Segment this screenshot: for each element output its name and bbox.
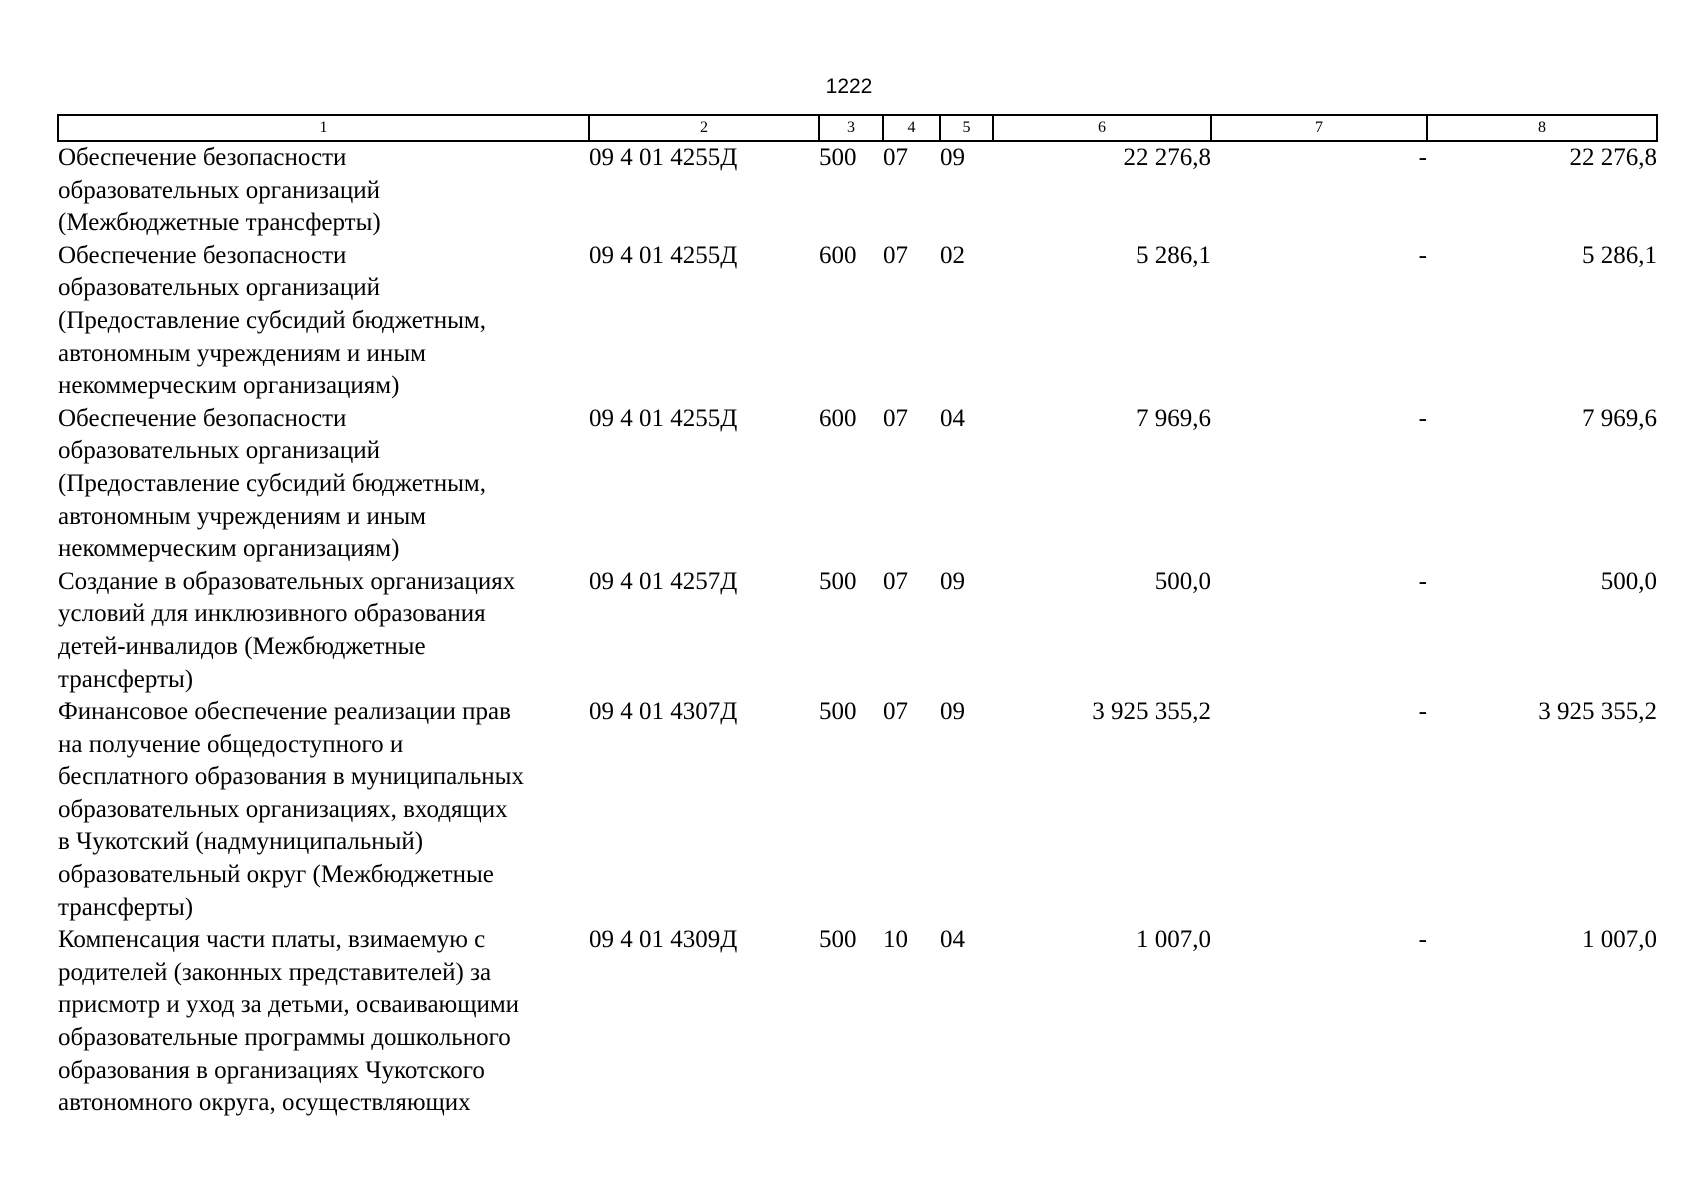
row-col-6: 5 286,1 <box>1136 241 1211 269</box>
row-col-5: 09 <box>940 698 965 726</box>
budget-table <box>57 114 1658 1120</box>
row-col-3: 500 <box>819 144 857 171</box>
header-col-5: 5 <box>940 115 993 141</box>
row-col-5: 09 <box>940 567 965 595</box>
row-col-6: 500,0 <box>1154 567 1211 595</box>
header-col-1: 1 <box>58 115 589 141</box>
row-col-4: 07 <box>883 567 908 595</box>
row-col-5: 04 <box>940 926 965 954</box>
row-name: Создание в образовательных организациях условий для инклюзивного образования детей-инвалидов (Межбюджетные трансферты) <box>58 567 516 693</box>
row-code: 09 4 01 4255Д <box>589 404 738 432</box>
row-col-7: - <box>1418 241 1427 269</box>
row-col-7: - <box>1418 144 1427 171</box>
row-col-8: 500,0 <box>1600 567 1657 595</box>
row-code: 09 4 01 4309Д <box>589 926 738 954</box>
row-name: Компенсация части платы, взимаемую с родителей (законных представителей) за присмотр и уход за детьми, осваивающими образовательные программы дошкольного образования в организациях Чукотского автономного округа, осуществляющих <box>58 926 520 1117</box>
row-col-7: - <box>1418 698 1427 726</box>
header-col-2: 2 <box>589 115 819 141</box>
table-row <box>58 240 1657 403</box>
row-col-5: 09 <box>940 144 965 171</box>
row-col-3: 500 <box>819 698 857 726</box>
row-col-6: 1 007,0 <box>1136 926 1211 954</box>
header-col-6: 6 <box>993 115 1211 141</box>
row-code: 09 4 01 4255Д <box>589 241 738 269</box>
page-number: 1222 <box>825 75 873 98</box>
row-col-4: 07 <box>883 241 908 269</box>
row-col-7: - <box>1418 567 1427 595</box>
row-col-3: 600 <box>819 241 857 269</box>
header-col-7: 7 <box>1211 115 1427 141</box>
row-name: Обеспечение безопасности образовательных организаций (Предоставление субсидий бюджетным, автономным учреждениям и иным некоммерческим организациям) <box>58 404 486 563</box>
row-col-7: - <box>1418 926 1427 954</box>
table-row <box>58 566 1657 696</box>
row-col-3: 500 <box>819 567 857 595</box>
row-col-5: 02 <box>940 241 965 269</box>
header-row <box>58 115 1657 141</box>
row-code: 09 4 01 4257Д <box>589 567 738 595</box>
row-col-8: 3 925 355,2 <box>1538 698 1657 726</box>
row-col-4: 10 <box>883 926 908 954</box>
table-header <box>58 115 1657 141</box>
row-col-4: 07 <box>883 404 908 432</box>
row-code: 09 4 01 4255Д <box>589 144 738 171</box>
row-col-8: 5 286,1 <box>1582 241 1657 269</box>
table-row <box>58 696 1657 924</box>
row-col-7: - <box>1418 404 1427 432</box>
row-col-8: 1 007,0 <box>1582 926 1657 954</box>
row-col-6: 3 925 355,2 <box>1092 698 1211 726</box>
row-col-4: 07 <box>883 144 908 171</box>
header-col-3: 3 <box>819 115 883 141</box>
table-row <box>58 924 1657 1120</box>
row-name: Обеспечение безопасности образовательных организаций (Межбюджетные трансферты) <box>58 144 381 237</box>
row-col-4: 07 <box>883 698 908 726</box>
row-col-5: 04 <box>940 404 965 432</box>
row-col-3: 600 <box>819 404 857 432</box>
row-col-8: 22 276,8 <box>1569 144 1657 171</box>
header-col-4: 4 <box>883 115 940 141</box>
row-col-3: 500 <box>819 926 857 954</box>
row-col-8: 7 969,6 <box>1582 404 1657 432</box>
row-name: Обеспечение безопасности образовательных организаций (Предоставление субсидий бюджетным, автономным учреждениям и иным некоммерческим организациям) <box>58 241 486 400</box>
table-body <box>58 141 1657 1120</box>
row-col-6: 7 969,6 <box>1136 404 1211 432</box>
header-col-8: 8 <box>1427 115 1657 141</box>
table-row <box>58 141 1657 240</box>
row-code: 09 4 01 4307Д <box>589 698 738 726</box>
row-name: Финансовое обеспечение реализации прав на получение общедоступного и бесплатного образования в муниципальных образовательных организациях, входящих в Чукотский (надмуниципальный) образовательный округ (Межбюджетные трансферты) <box>58 698 524 921</box>
row-col-6: 22 276,8 <box>1123 144 1211 171</box>
table-row <box>58 403 1657 566</box>
